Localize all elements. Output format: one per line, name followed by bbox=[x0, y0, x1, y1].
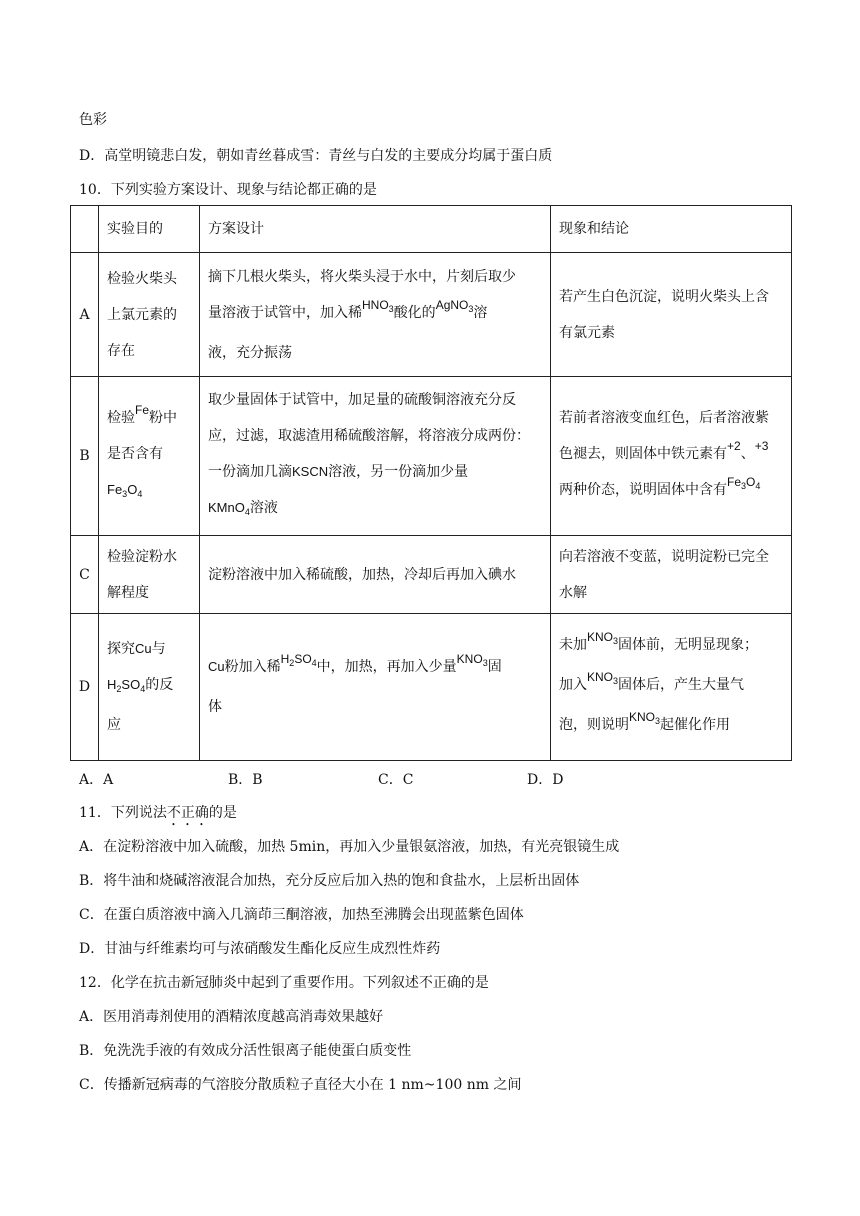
cell-line: 泡，则说明$KNO_3$起催化作用 bbox=[559, 710, 731, 733]
cell-line: 解程度 bbox=[107, 584, 149, 601]
q12-option-b: B．免洗洗手液的有效成分活性银离子能使蛋白质变性 bbox=[79, 1043, 412, 1059]
design-cell bbox=[200, 536, 551, 614]
table-row-d bbox=[71, 614, 792, 761]
q11-option-d: D．甘油与纤维素均可与浓硝酸发生酯化反应生成烈性炸药 bbox=[79, 941, 441, 957]
table-header-row bbox=[71, 206, 792, 253]
cell-line: 一份滴加几滴KSCN溶液，另一份滴加少量 bbox=[208, 464, 469, 480]
design-cell bbox=[200, 377, 551, 536]
q11-option-a: A．在淀粉溶液中加入硫酸，加热 5min，再加入少量银氨溶液，加热，有光亮银镜生成 bbox=[79, 839, 620, 855]
q10-option-b: B．B bbox=[228, 772, 263, 788]
formula-kmno4: KMnO$_4$ bbox=[208, 500, 250, 517]
text: 溶 bbox=[473, 304, 488, 321]
text: 量溶液于试管中，加入稀 bbox=[208, 304, 362, 321]
q10-option-a: A．A bbox=[79, 772, 114, 788]
table-row-c bbox=[71, 536, 792, 614]
formula-fe3o4: $Fe_3O_4$ bbox=[727, 475, 761, 491]
cell-line: 加入$KNO_3$固体后，产生大量气 bbox=[559, 670, 745, 693]
cell-line: 若前者溶液变血红色，后者溶液紫 bbox=[559, 410, 769, 426]
q12-option-a: A．医用消毒剂使用的酒精浓度越高消毒效果越好 bbox=[79, 1009, 384, 1025]
cell-line: 检验火柴头 bbox=[107, 270, 177, 287]
q12-option-c: C．传播新冠病毒的气溶胶分散质粒子直径大小在 1 nm~100 nm 之间 bbox=[79, 1077, 522, 1093]
q10-stem: 10．下列实验方案设计、现象与结论都正确的是 bbox=[79, 182, 377, 198]
q11-option-c: C．在蛋白质溶液中滴入几滴茚三酮溶液，加热至沸腾会出现蓝紫色固体 bbox=[79, 907, 524, 923]
formula-h2so4: $H_2SO_4$ bbox=[107, 677, 146, 694]
q11-stem: 11．下列说法不正确的是 bbox=[79, 805, 237, 821]
cell-line: 若产生白色沉淀，说明火柴头上含 bbox=[559, 288, 769, 305]
formula-cu: Cu bbox=[135, 641, 152, 656]
cell-line: 存在 bbox=[107, 342, 135, 359]
header-design: 方案设计 bbox=[200, 206, 551, 253]
valence-plus2: +2 bbox=[727, 439, 741, 453]
cell-line: KMnO$_4$溶液 bbox=[208, 500, 278, 517]
cell-line: 应 bbox=[107, 717, 121, 733]
cell-line bbox=[208, 295, 542, 335]
cell-line: 是否含有 bbox=[107, 446, 163, 462]
design-cell bbox=[200, 253, 551, 377]
cell-line: 向若溶液不变蓝，说明淀粉已完全 bbox=[559, 548, 769, 565]
cell-line: 液，充分振荡 bbox=[208, 344, 292, 361]
table-row-a bbox=[71, 253, 792, 377]
text: 酸化的 bbox=[393, 304, 436, 321]
result-cell bbox=[551, 253, 792, 377]
header-result: 现象和结论 bbox=[551, 206, 792, 253]
valence-plus3: +3 bbox=[754, 439, 769, 453]
purpose-cell bbox=[99, 536, 200, 614]
formula-kno3: $KNO_3$ bbox=[456, 652, 488, 668]
purpose-cell bbox=[99, 614, 200, 761]
result-cell bbox=[551, 536, 792, 614]
cell-line: 有氯元素 bbox=[559, 324, 615, 341]
emphasis-text: 不正确 bbox=[166, 805, 209, 821]
result-cell bbox=[551, 377, 792, 536]
q10-options bbox=[79, 770, 679, 790]
q10-option-d: D．D bbox=[527, 772, 564, 788]
table-row-b bbox=[71, 377, 792, 536]
cell-line: Cu粉加入稀$H_2SO_4$中，加热，再加入少量$KNO_3$固 bbox=[208, 652, 502, 675]
formula-h2so4: $H_2SO_4$ bbox=[280, 652, 317, 668]
q11-option-b: B．将牛油和烧碱溶液混合加热，充分反应后加入热的饱和食盐水，上层析出固体 bbox=[79, 873, 580, 889]
cell-line: 体 bbox=[208, 699, 222, 715]
header-cell-blank bbox=[71, 206, 99, 253]
purpose-cell bbox=[99, 253, 200, 377]
experiment-table bbox=[70, 205, 792, 761]
row-label: C bbox=[71, 536, 99, 614]
cell-line bbox=[107, 472, 191, 512]
cell-line: 检验Fe粉中 bbox=[107, 403, 178, 426]
continued-text: 色彩 bbox=[79, 112, 107, 128]
q12-stem: 12．化学在抗击新冠肺炎中起到了重要作用。下列叙述不正确的是 bbox=[79, 975, 489, 991]
cell-line: 未加$KNO_3$固体前，无明显现象； bbox=[559, 630, 759, 653]
cell-line: 上氯元素的 bbox=[107, 306, 177, 323]
cell-line: $H_2SO_4$的反 bbox=[107, 677, 174, 694]
formula-kscn: KSCN bbox=[292, 464, 329, 479]
purpose-cell bbox=[99, 377, 200, 536]
cell-line: 淀粉溶液中加入稀硫酸，加热，冷却后再加入碘水 bbox=[208, 566, 516, 583]
cell-line: 检验淀粉水 bbox=[107, 548, 177, 565]
q10-option-c: C．C bbox=[378, 772, 414, 788]
design-cell bbox=[200, 614, 551, 761]
formula-hno3: $HNO_3$ bbox=[362, 297, 394, 314]
formula-kno3: $KNO_3$ bbox=[629, 710, 661, 726]
cell-line: 取少量固体于试管中，加足量的硫酸铜溶液充分反 bbox=[208, 392, 516, 408]
formula-kno3: $KNO_3$ bbox=[587, 630, 619, 646]
formula-fe3o4: $Fe_3O_4$ bbox=[107, 482, 143, 499]
formula-cu: Cu bbox=[208, 659, 225, 674]
result-cell bbox=[551, 614, 792, 761]
formula-kno3: $KNO_3$ bbox=[587, 670, 619, 686]
cell-line: 两种价态，说明固体中含有$Fe_3O_4$ bbox=[559, 475, 761, 498]
row-label: D bbox=[71, 614, 99, 761]
header-purpose: 实验目的 bbox=[99, 206, 200, 253]
cell-line: 探究Cu与 bbox=[107, 641, 166, 657]
cell-line: 应，过滤，取滤渣用稀硫酸溶解，将溶液分成两份： bbox=[208, 428, 530, 444]
row-label: B bbox=[71, 377, 99, 536]
q9-option-d: D．高堂明镜悲白发，朝如青丝暮成雪：青丝与白发的主要成分均属于蛋白质 bbox=[79, 148, 553, 164]
formula-agno3: AgNO$_3$ bbox=[435, 297, 474, 314]
row-label: A bbox=[71, 253, 99, 377]
formula-fe: Fe bbox=[135, 403, 150, 417]
cell-line: 摘下几根火柴头，将火柴头浸于水中，片刻后取少 bbox=[208, 268, 516, 285]
cell-line: 水解 bbox=[559, 584, 587, 601]
cell-line: 色褪去，则固体中铁元素有+2、+3 bbox=[559, 439, 769, 462]
